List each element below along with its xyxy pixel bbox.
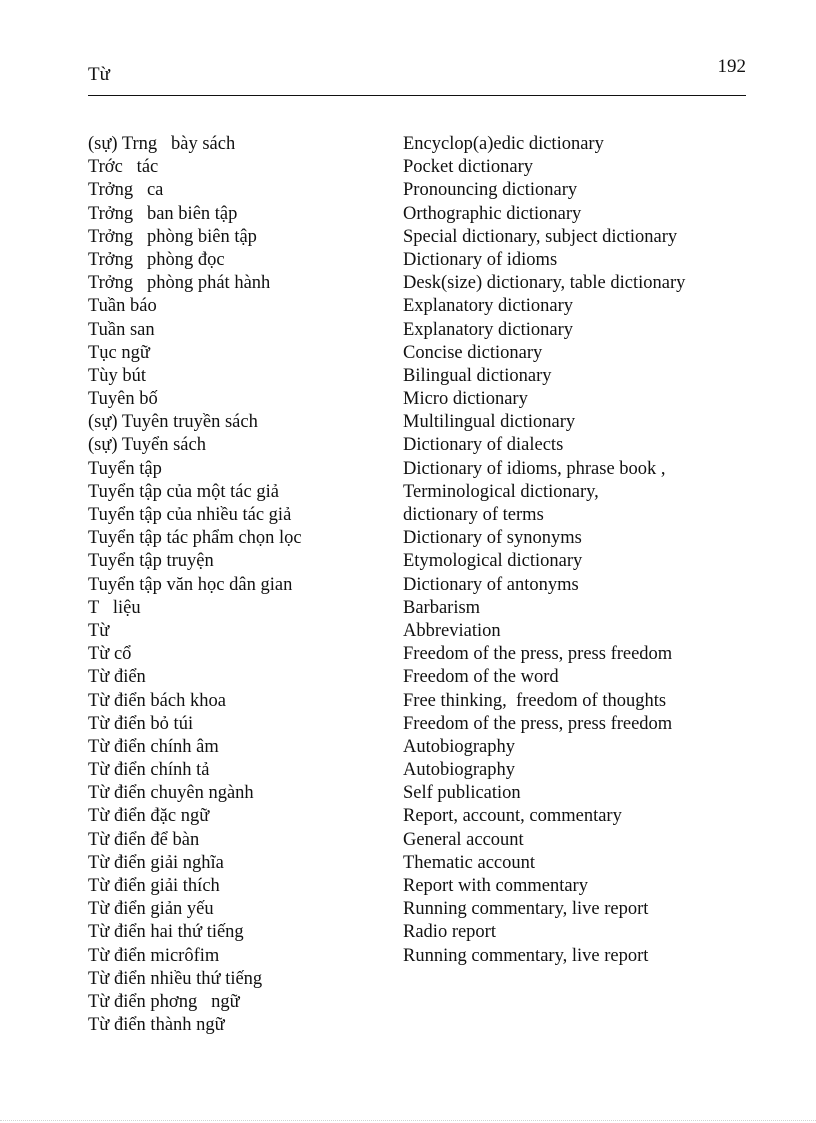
vietnamese-term: Tuần san [88, 319, 155, 340]
english-term: Explanatory dictionary [403, 319, 574, 340]
english-term: General account [403, 829, 524, 850]
english-term: Concise dictionary [403, 342, 543, 363]
english-term: Micro dictionary [403, 389, 528, 410]
vietnamese-term: Từ điển giản yếu [88, 899, 214, 920]
english-term: Dictionary of antonyms [403, 574, 579, 595]
vietnamese-term: Từ điển giải thích [88, 876, 220, 896]
vietnamese-term: Trởng ban biên tập [88, 203, 238, 224]
vietnamese-term: Từ cổ [88, 644, 132, 665]
english-term: Explanatory dictionary [403, 296, 574, 317]
english-term: Autobiography [403, 736, 516, 757]
vietnamese-term: Từ điển chính tả [88, 760, 210, 781]
vietnamese-term: Từ điển giải nghĩa [88, 852, 224, 873]
vietnamese-term: Từ điển micrôfim [88, 945, 220, 966]
english-term: Dictionary of idioms, phrase book , [403, 458, 666, 479]
english-term: Self publication [403, 783, 521, 804]
running-header-word: Từ [88, 64, 110, 85]
vietnamese-term: Tục ngữ [88, 342, 150, 363]
vietnamese-term: Tùy bút [88, 365, 147, 386]
english-term: Terminological dictionary, [403, 481, 599, 502]
vietnamese-term: Từ điển hai thứ tiếng [88, 922, 244, 943]
vietnamese-term: Từ điển chuyên ngành [88, 783, 254, 804]
english-term: Report, account, commentary [403, 806, 622, 827]
bottom-dotted-border [0, 1120, 816, 1121]
english-term: Encyclop(a)edic dictionary [403, 134, 604, 154]
english-term: Etymological dictionary [403, 551, 583, 572]
english-term: Radio report [403, 922, 496, 943]
english-term: Desk(size) dictionary, table dictionary [403, 273, 686, 294]
english-term: dictionary of terms [403, 505, 544, 525]
vietnamese-term: Từ điển phơng ngữ [88, 991, 240, 1012]
english-term: Barbarism [403, 597, 481, 618]
vietnamese-term: Tuyển tập của nhiều tác giả [88, 505, 292, 525]
page-number: 192 [717, 56, 746, 77]
vietnamese-term: Từ điển bách khoa [88, 690, 226, 711]
vietnamese-term: Từ điển bỏ túi [88, 713, 194, 734]
english-term: Multilingual dictionary [403, 412, 576, 433]
vietnamese-term: Từ điển nhiều thứ tiếng [88, 968, 263, 989]
english-term: Orthographic dictionary [403, 203, 582, 224]
vietnamese-term: Từ điển thành ngữ [88, 1015, 225, 1036]
vietnamese-term: Trởng phòng phát hành [88, 273, 271, 294]
vietnamese-term: Từ điển để bàn [88, 829, 200, 850]
english-term: Running commentary, live report [403, 899, 649, 920]
english-term: Running commentary, live report [403, 945, 649, 966]
vietnamese-term: Trởng phòng đọc [88, 249, 225, 270]
vietnamese-term: T liệu [88, 597, 141, 618]
vietnamese-term: Tuyển tập [88, 458, 162, 479]
english-term: Bilingual dictionary [403, 365, 552, 386]
english-term: Freedom of the word [403, 667, 559, 688]
vietnamese-term: Tuyển tập truyện [88, 551, 214, 572]
vietnamese-term: Từ điển [88, 667, 146, 688]
english-term: Pronouncing dictionary [403, 180, 578, 201]
english-term: Thematic account [403, 852, 536, 873]
vietnamese-term: Trởng phòng biên tập [88, 226, 257, 247]
english-term: Freedom of the press, press freedom [403, 644, 673, 665]
english-term: Dictionary of synonyms [403, 528, 582, 549]
vietnamese-term: (sự) Tuyển sách [88, 435, 206, 456]
english-term: Autobiography [403, 760, 516, 781]
english-term: Dictionary of dialects [403, 435, 564, 456]
vietnamese-term: Từ điển chính âm [88, 736, 219, 757]
vietnamese-term: Trớc tác [88, 157, 159, 178]
english-term: Dictionary of idioms [403, 249, 558, 270]
vietnamese-term: Từ điển đặc ngữ [88, 806, 210, 827]
vietnamese-term-list [88, 133, 388, 1037]
vietnamese-term: Tuyên bố [88, 389, 158, 410]
english-term: Report with commentary [403, 876, 588, 896]
vietnamese-term: Tuyển tập tác phẩm chọn lọc [88, 528, 302, 549]
vietnamese-term: Trởng ca [88, 180, 164, 201]
english-term: Pocket dictionary [403, 157, 533, 178]
english-term-list [403, 133, 748, 968]
vietnamese-term: Tuyển tập của một tác giả [88, 481, 279, 502]
vietnamese-term: Tuyển tập văn học dân gian [88, 574, 293, 595]
vietnamese-term: Tuần báo [88, 296, 157, 317]
english-term: Abbreviation [403, 620, 501, 641]
vietnamese-term: (sự) Trng bày sách [88, 134, 236, 154]
english-term: Free thinking, freedom of thoughts [403, 690, 667, 711]
header-rule [88, 95, 746, 96]
english-term: Freedom of the press, press freedom [403, 713, 673, 734]
english-term: Special dictionary, subject dictionary [403, 226, 678, 247]
vietnamese-term: Từ [88, 620, 110, 641]
vietnamese-term: (sự) Tuyên truyền sách [88, 412, 258, 433]
